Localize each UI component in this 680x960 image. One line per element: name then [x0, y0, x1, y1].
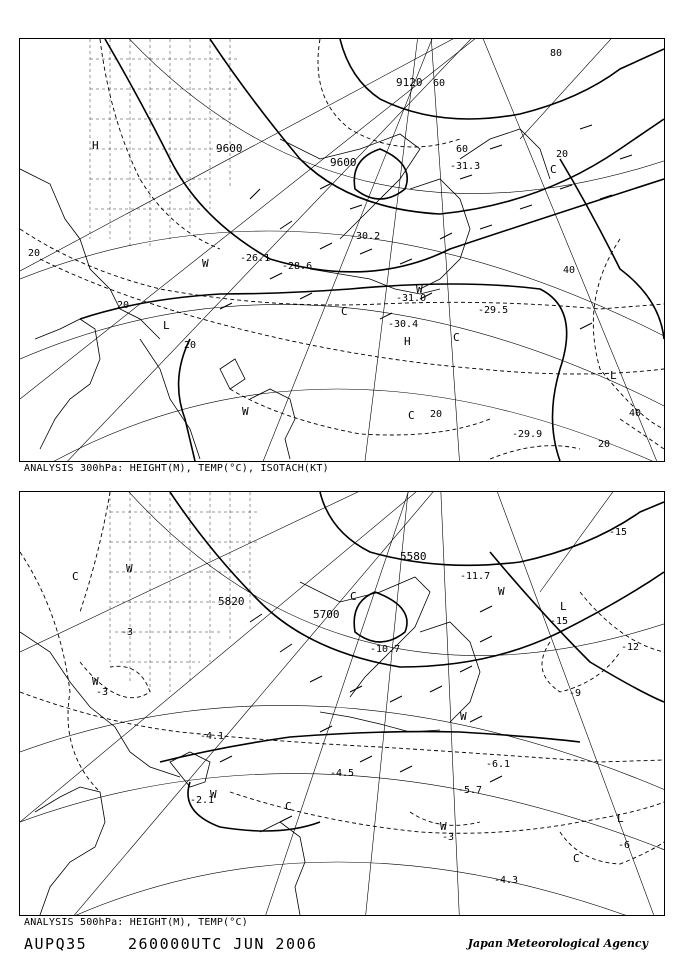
height-label: 5820 — [218, 595, 245, 608]
temp-contour-label: -3 — [121, 627, 134, 638]
temp-contour-label: -15 — [550, 616, 569, 627]
temp-label: -5.7 — [458, 785, 483, 796]
temp-contour-label: -12 — [621, 642, 640, 653]
temp-label: -4.1 — [200, 731, 225, 742]
temp-label: -31.3 — [450, 161, 481, 172]
temp-contour-label: -3 — [442, 832, 455, 843]
isotach-label: 40 — [629, 408, 642, 419]
cold-marker: C — [408, 409, 415, 422]
isotach-label: 20 — [430, 409, 443, 420]
warm-marker: W — [460, 710, 467, 723]
isotach-label: 20 — [184, 340, 197, 351]
temp-label: -30.4 — [388, 319, 419, 330]
cold-marker: C — [285, 800, 292, 813]
temp-label: -4.5 — [330, 768, 355, 779]
warm-marker: W — [92, 675, 99, 688]
temp-label: -31.0 — [396, 293, 427, 304]
valid-time: 260000UTC JUN 2006 — [128, 935, 318, 953]
cold-marker: C — [573, 852, 580, 865]
temp-contour-label: -9 — [569, 688, 582, 699]
temp-label: -6.1 — [486, 759, 511, 770]
temp-label: -28.6 — [282, 261, 313, 272]
isotach-label: 20 — [556, 149, 569, 160]
height-label: 5580 — [400, 550, 427, 563]
map-500hpa-canvas — [20, 492, 664, 915]
grid-meridians — [20, 492, 660, 915]
temp-label: -10.7 — [370, 644, 401, 655]
hatched-region — [110, 492, 260, 692]
height-label: 9600 — [330, 156, 357, 169]
coastlines — [20, 577, 483, 915]
low-marker: L — [617, 812, 624, 825]
analysis-map-300hpa — [19, 38, 665, 462]
cold-marker: C — [341, 305, 348, 318]
low-marker: L — [560, 600, 567, 613]
cold-marker: C — [453, 331, 460, 344]
temp-label: -26.1 — [240, 253, 271, 264]
temp-label: -29.9 — [512, 429, 543, 440]
map-300hpa-canvas — [20, 39, 664, 461]
caption-300hpa: ANALYSIS 300hPa: HEIGHT(M), TEMP(°C), ISOTACH(KT) — [24, 463, 329, 474]
isotach-labels — [28, 48, 641, 450]
high-marker: H — [404, 335, 411, 348]
warm-marker: W — [126, 562, 133, 575]
isotach-label: 40 — [563, 265, 576, 276]
temperature-dashed-lines — [20, 492, 664, 864]
product-code: AUPQ35 — [24, 935, 88, 953]
temp-label: -29.5 — [478, 305, 509, 316]
isotach-label: 20 — [117, 300, 130, 311]
grid-parallels — [20, 39, 664, 461]
height-label: 9120 — [396, 76, 423, 89]
grid-parallels — [20, 492, 664, 915]
grid-meridians — [20, 39, 660, 461]
temp-contour-label: -6 — [618, 840, 631, 851]
temp-label: -11.7 — [460, 571, 491, 582]
cold-marker: C — [72, 570, 79, 583]
isotach-label: 20 — [28, 248, 41, 259]
cold-marker: C — [350, 590, 357, 603]
low-marker: L — [163, 319, 170, 332]
cold-marker: C — [550, 163, 557, 176]
caption-500hpa: ANALYSIS 500hPa: HEIGHT(M), TEMP(°C) — [24, 917, 248, 928]
isotach-label: 60 — [456, 144, 469, 155]
warm-marker: W — [242, 405, 249, 418]
warm-marker: W — [416, 283, 423, 296]
height-label: 5700 — [313, 608, 340, 621]
isotach-dashed-lines — [20, 39, 664, 459]
temp-label: -30.2 — [350, 231, 381, 242]
temperature-labels — [240, 161, 542, 440]
low-marker: L — [610, 369, 617, 382]
analysis-map-500hpa — [19, 491, 665, 916]
coastlines — [20, 129, 550, 459]
height-label: 9600 — [216, 142, 243, 155]
temp-label: -4.3 — [494, 875, 519, 886]
height-contours — [160, 492, 664, 831]
high-marker: H — [92, 139, 99, 152]
temp-label: -2.1 — [190, 795, 215, 806]
warm-marker: W — [210, 788, 217, 801]
warm-marker: W — [440, 820, 447, 833]
temp-contour-label: -15 — [609, 527, 628, 538]
isotach-label: 20 — [598, 439, 611, 450]
height-contours — [80, 39, 664, 461]
warm-marker: W — [498, 585, 505, 598]
isotach-label: 60 — [433, 78, 446, 89]
pressure-system-labels — [72, 562, 624, 865]
agency-name: Japan Meteorological Agency — [467, 937, 648, 950]
temperature-contour-labels — [96, 527, 639, 851]
isotach-label: 80 — [550, 48, 563, 59]
warm-marker: W — [202, 257, 209, 270]
temp-contour-label: -3 — [96, 687, 109, 698]
